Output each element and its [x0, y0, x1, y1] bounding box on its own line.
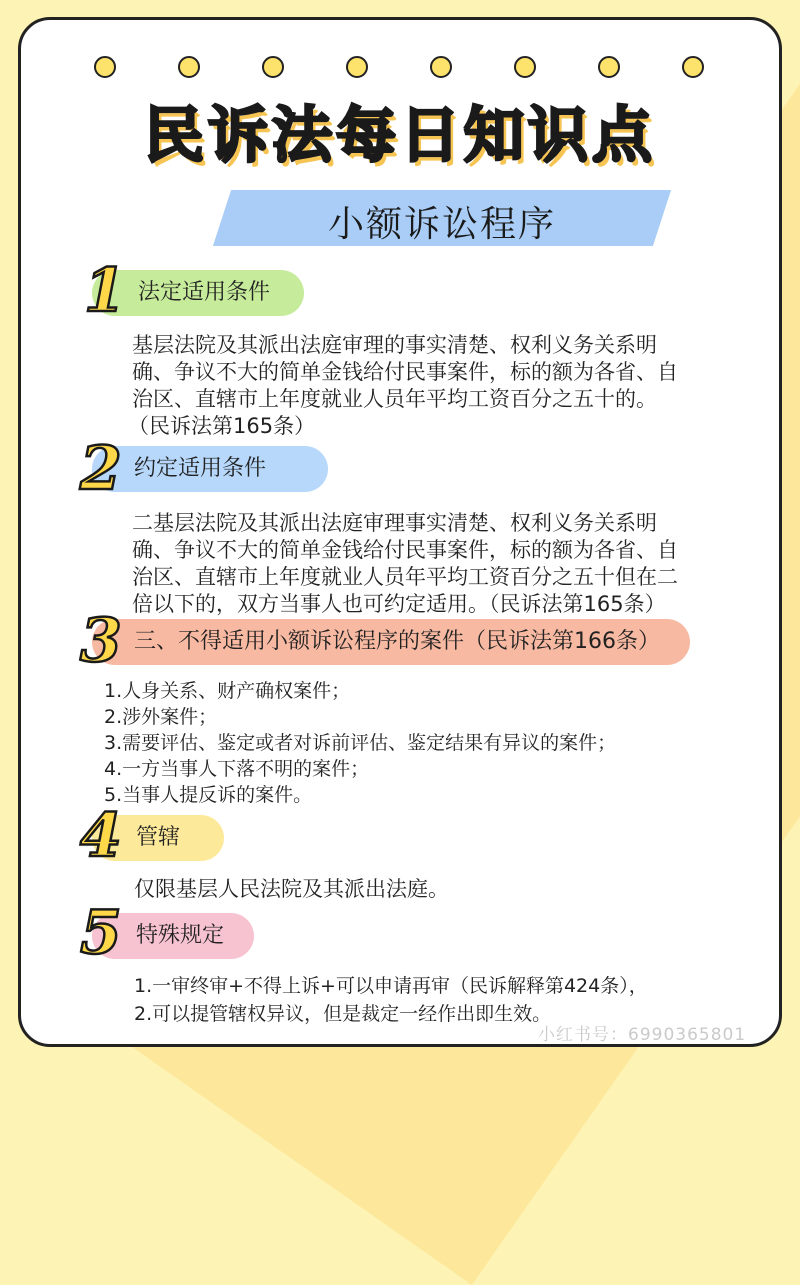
- dot-decoration: [346, 56, 368, 78]
- dot-decoration: [514, 56, 536, 78]
- watermark: 小红书号：6990365801: [538, 1025, 747, 1045]
- section-4-text: [134, 876, 724, 903]
- list-item: 2.可以提管辖权异议，但是裁定一经作出即生效。: [134, 1003, 552, 1025]
- section-number-3: 3: [80, 606, 122, 676]
- dot-decoration: [262, 56, 284, 78]
- section-heading-label: 法定适用条件: [138, 280, 271, 305]
- list-item: 5.当事人提反诉的案件。: [104, 784, 313, 806]
- section-number-2: 2: [80, 434, 122, 504]
- dot-decoration: [94, 56, 116, 78]
- dot-decoration: [430, 56, 452, 78]
- dot-decoration: [178, 56, 200, 78]
- section-3-list: [104, 678, 616, 808]
- dot-decoration: [598, 56, 620, 78]
- list-item: 1.人身关系、财产确权案件；: [104, 680, 351, 702]
- list-item: 1.一审终审+不得上诉+可以申请再审（民诉解释第424条），: [134, 975, 648, 997]
- text-line: 确、争议不大的简单金钱给付民事案件，标的额为各省、自: [132, 360, 678, 384]
- text-line: 二基层法院及其派出法庭审理事实清楚、权利义务关系明: [132, 511, 657, 535]
- text-line: 倍以下的，双方当事人也可约定适用。（民诉法第165条）: [132, 592, 666, 616]
- list-item: 3.需要评估、鉴定或者对诉前评估、鉴定结果有异议的案件；: [104, 732, 617, 754]
- decorative-dots: [0, 56, 800, 86]
- text-line: 治区、直辖市上年度就业人员年平均工资百分之五十但在二: [132, 565, 678, 589]
- section-heading-label: 约定适用条件: [134, 456, 267, 481]
- section-number-1: 1: [84, 256, 126, 326]
- section-heading-label: 三、不得适用小额诉讼程序的案件（民诉法第166条）: [134, 629, 660, 654]
- section-1-text: [128, 332, 722, 440]
- section-heading-3: [92, 619, 690, 665]
- list-item: 2.涉外案件；: [104, 706, 218, 728]
- text-line: （民诉法第165条）: [128, 414, 316, 438]
- dot-decoration: [682, 56, 704, 78]
- section-2-text: [132, 510, 722, 618]
- page-title: 民诉法每日知识点: [144, 101, 656, 171]
- section-heading-label: 管辖: [136, 825, 181, 850]
- page-subtitle: 小额诉讼程序: [327, 204, 556, 245]
- text-line: 仅限基层人民法院及其派出法庭。: [134, 877, 449, 901]
- section-number-4: 4: [80, 801, 122, 871]
- list-item: 4.一方当事人下落不明的案件；: [104, 758, 370, 780]
- text-line: 治区、直辖市上年度就业人员年平均工资百分之五十的。: [132, 387, 657, 411]
- section-heading-2: [92, 446, 328, 492]
- section-number-5: 5: [80, 898, 122, 968]
- text-line: 确、争议不大的简单金钱给付民事案件，标的额为各省、自: [132, 538, 678, 562]
- text-line: 基层法院及其派出法庭审理的事实清楚、权利义务关系明: [132, 333, 657, 357]
- section-heading-label: 特殊规定: [136, 923, 225, 948]
